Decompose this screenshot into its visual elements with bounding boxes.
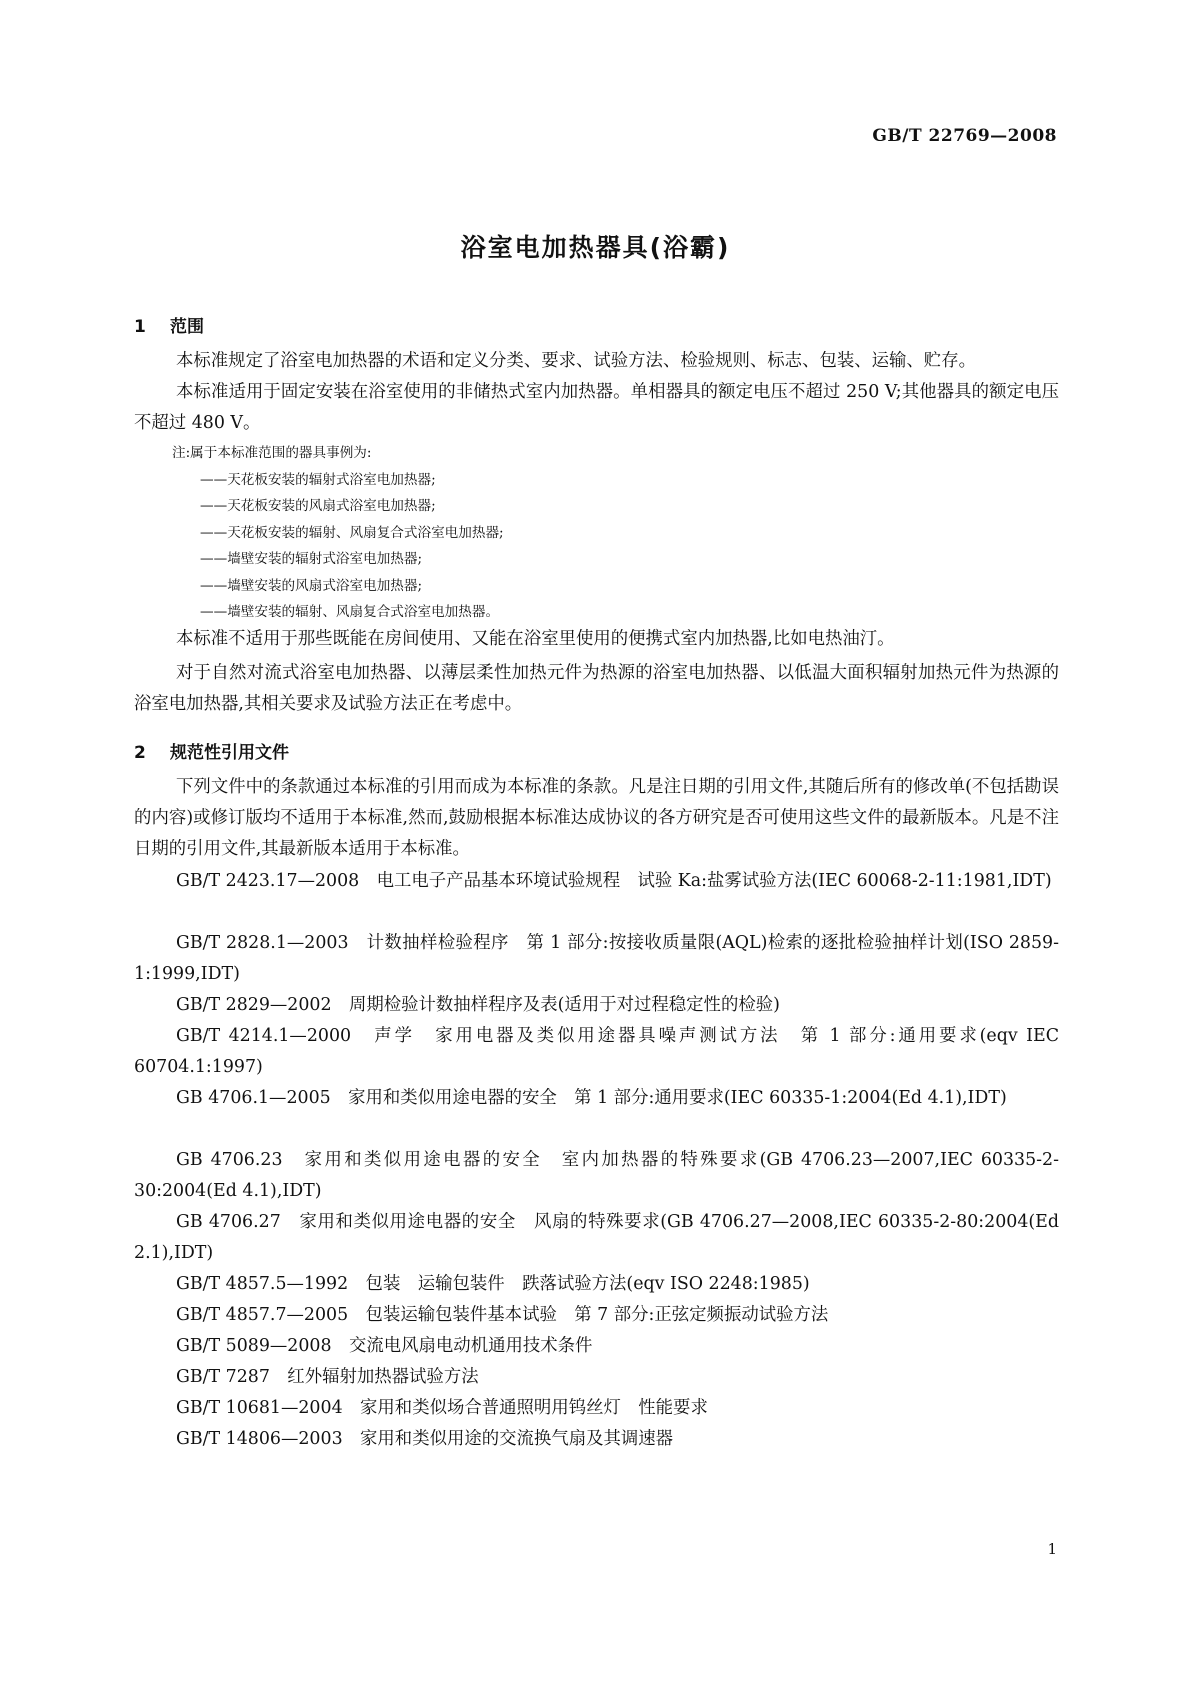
reference-item: GB/T 14806—2003 家用和类似用途的交流换气扇及其调速器 — [176, 1429, 674, 1449]
reference-item: GB 4706.1—2005 家用和类似用途电器的安全 第 1 部分:通用要求(IEC 60335-1:2004(Ed 4.1),IDT) — [176, 1088, 1007, 1108]
reference-item: GB/T 5089—2008 交流电风扇电动机通用技术条件 — [176, 1336, 593, 1356]
scope-paragraph-1: 本标准规定了浴室电加热器的术语和定义分类、要求、试验方法、检验规则、标志、包装、运输、贮存。 — [176, 351, 976, 371]
section-2-title: 规范性引用文件 — [170, 743, 289, 763]
note-item: ——天花板安装的风扇式浴室电加热器; — [200, 498, 436, 514]
note-label: 注:属于本标准范围的器具事例为: — [172, 445, 372, 461]
reference-item: GB/T 10681—2004 家用和类似场合普通照明用钨丝灯 性能要求 — [176, 1398, 708, 1418]
section-2-heading — [134, 738, 289, 763]
section-1-heading — [134, 312, 204, 337]
note-item: ——天花板安装的辐射式浴室电加热器; — [200, 471, 436, 488]
reference-item: GB/T 4857.7—2005 包装运输包装件基本试验 第 7 部分:正弦定频振动试验方法 — [176, 1305, 829, 1325]
standard-code: GB/T 22769—2008 — [872, 126, 1057, 146]
document-title: 浴室电加热器具(浴霸) — [460, 233, 731, 262]
page-number: 1 — [1047, 1540, 1057, 1558]
reference-item: GB 4706.23 家用和类似用途电器的安全 室内加热器的特殊要求(GB 4706.23—2007,IEC 60335-2-30:2004(Ed 4.1),IDT) — [134, 1150, 1059, 1201]
section-1-number: 1 — [134, 317, 146, 337]
note-item: ——墙壁安装的辐射式浴室电加热器; — [200, 551, 423, 567]
section-2-number: 2 — [134, 743, 146, 763]
reference-item: GB/T 7287 红外辐射加热器试验方法 — [176, 1367, 479, 1387]
reference-item: GB/T 4214.1—2000 声学 家用电器及类似用途器具噪声测试方法 第 1 部分:通用要求(eqv IEC 60704.1:1997) — [134, 1026, 1059, 1077]
note-item: ——墙壁安装的风扇式浴室电加热器; — [200, 577, 423, 594]
scope-note — [172, 440, 504, 626]
reference-item: GB/T 4857.5—1992 包装 运输包装件 跌落试验方法(eqv ISO 2248:1985) — [176, 1274, 810, 1294]
scope-paragraph-3: 本标准不适用于那些既能在房间使用、又能在浴室里使用的便携式室内加热器,比如电热油汀。 — [176, 629, 895, 649]
scope-paragraph-4: 对于自然对流式浴室电加热器、以薄层柔性加热元件为热源的浴室电加热器、以低温大面积辐射加热元件为热源的浴室电加热器,其相关要求及试验方法正在考虑中。 — [134, 663, 1059, 714]
reference-item: GB/T 2828.1—2003 计数抽样检验程序 第 1 部分:按接收质量限(AQL)检索的逐批检验抽样计划(ISO 2859-1:1999,IDT) — [134, 933, 1059, 984]
scope-paragraph-2: 本标准适用于固定安装在浴室使用的非储热式室内加热器。单相器具的额定电压不超过 250 V;其他器具的额定电压不超过 480 V。 — [134, 382, 1059, 433]
reference-item: GB/T 2423.17—2008 电工电子产品基本环境试验规程 试验 Ka:盐雾试验方法(IEC 60068-2-11:1981,IDT) — [176, 871, 1052, 891]
note-item: ——墙壁安装的辐射、风扇复合式浴室电加热器。 — [200, 604, 500, 620]
reference-item: GB 4706.27 家用和类似用途电器的安全 风扇的特殊要求(GB 4706.27—2008,IEC 60335-2-80:2004(Ed 2.1),IDT) — [134, 1212, 1059, 1263]
note-item: ——天花板安装的辐射、风扇复合式浴室电加热器; — [200, 524, 504, 541]
references-intro: 下列文件中的条款通过本标准的引用而成为本标准的条款。凡是注日期的引用文件,其随后所有的修改单(不包括勘误的内容)或修订版均不适用于本标准,然而,鼓励根据本标准达成协议的各方研究是否可使用这些文件的最新版本。凡是不注日期的引用文件,其最新版本适用于本标准。 — [134, 777, 1059, 859]
section-1-title: 范围 — [170, 317, 204, 337]
reference-item: GB/T 2829—2002 周期检验计数抽样程序及表(适用于对过程稳定性的检验) — [176, 995, 780, 1015]
